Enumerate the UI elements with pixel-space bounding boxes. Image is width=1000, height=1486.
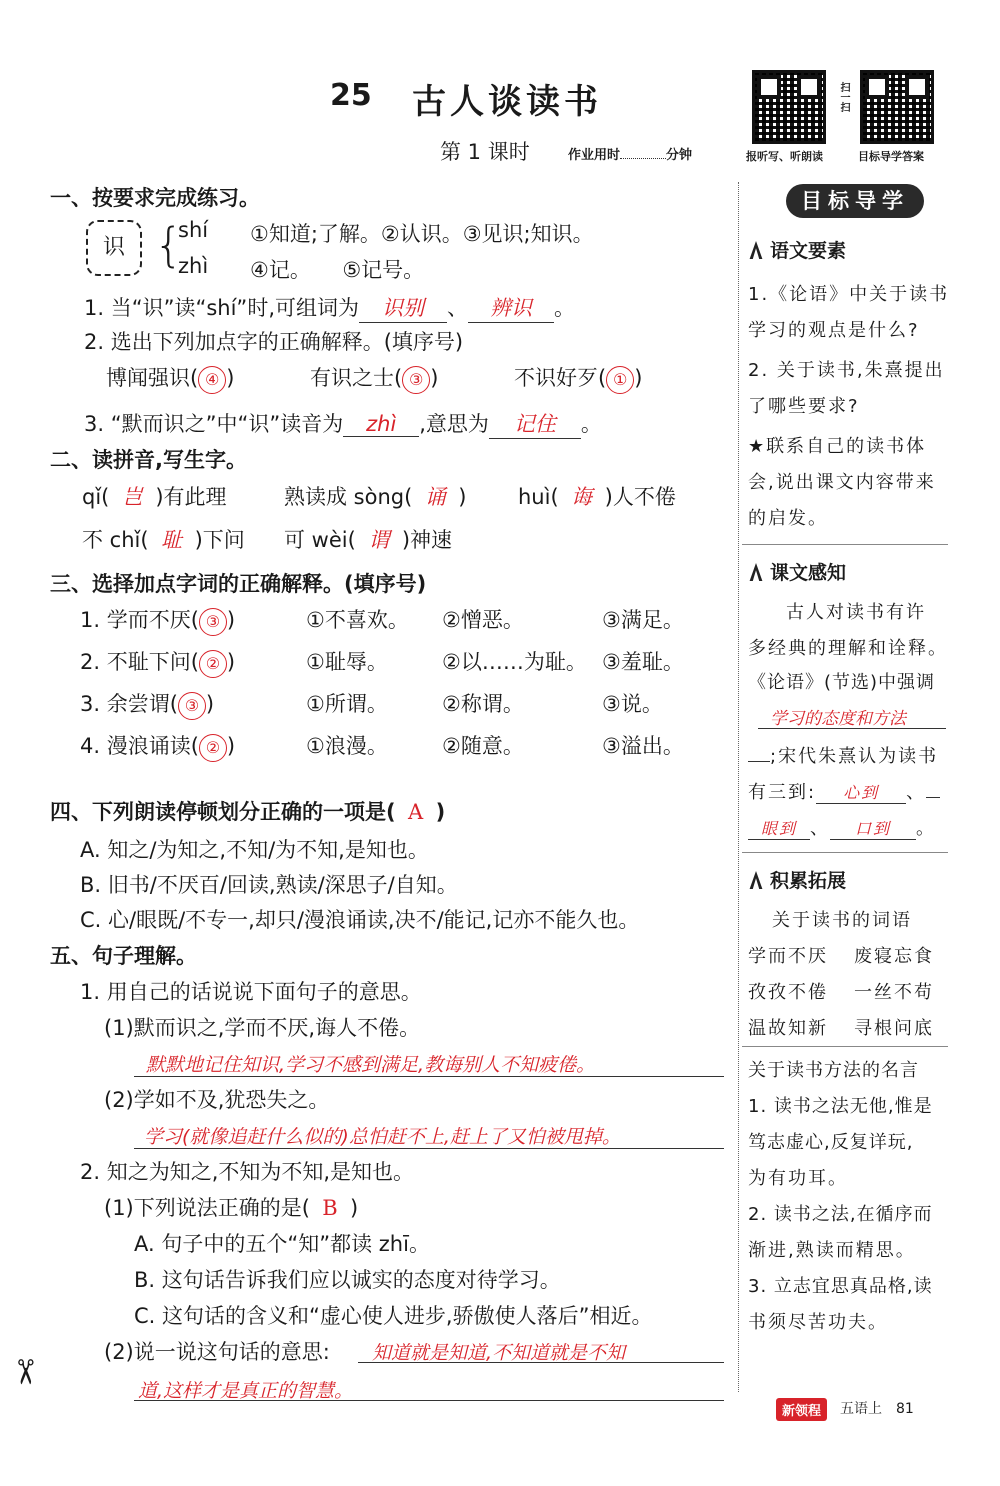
s5-q2-2-answer-2[interactable]: 道,这样才是真正的智慧。 <box>138 1380 354 1402</box>
sidebar-h1-line-7: 的启发。 <box>748 508 828 529</box>
s1-q2-answer-3[interactable]: ① <box>606 366 634 394</box>
pinyin-shi: shí <box>178 218 209 242</box>
sidebar-word-6: 寻根问底 <box>854 1018 934 1039</box>
qr-code-listen[interactable] <box>752 70 826 144</box>
s5-q2-1-answer[interactable]: B <box>322 1196 338 1220</box>
sidebar-h1-line-2: 学习的观点是什么? <box>748 320 920 341</box>
section-4-title: 四、下列朗读停顿划分正确的一项是( A ) <box>50 800 446 824</box>
sidebar-h2-line-6: 眼到 、 口到 。 <box>748 814 936 840</box>
sidebar-heading-2: 课文感知 <box>748 558 846 585</box>
s5-q2-1: (1)下列说法正确的是( B ) <box>104 1196 359 1220</box>
s3-row-2: 2. 不耻下问( ② ) <box>80 646 235 678</box>
sidebar-h1-line-3: 2. 关于读书,朱熹提出 <box>748 360 945 381</box>
sidebar-h2-answer-1[interactable]: 学习的态度和方法 <box>770 709 906 729</box>
sidebar-word-4: 一丝不苟 <box>854 982 934 1003</box>
s5-q2-option-b: B. 这句话告诉我们应以诚实的态度对待学习。 <box>134 1268 561 1292</box>
s1-q2-item-1: 博闻强识( ④ ) <box>106 362 234 394</box>
sidebar-h2-line-5: 有三到: 心到 、 <box>748 778 940 804</box>
s4-option-c: C. 心/眼既/不专一,却只/漫浪诵读,决不/能记,记亦不能久也。 <box>80 908 640 932</box>
s2-item-3: huì( 诲 )人不倦 <box>518 481 676 511</box>
s5-q1-1-answer[interactable]: 默默地记住知识,学习不感到满足,教诲别人不知疲倦。 <box>146 1054 596 1076</box>
s1-q1-answer-2[interactable]: 辨识 <box>468 292 554 323</box>
sidebar-h1-line-1: 1.《论语》中关于读书 <box>748 284 950 305</box>
s3-row-2-option-o3: ③羞耻。 <box>602 650 684 674</box>
s1-q3-answer-1[interactable]: zhì <box>343 412 419 437</box>
s3-row-1-option-o3: ③满足。 <box>602 608 684 632</box>
s1-q2-answer-2[interactable]: ③ <box>402 366 430 394</box>
qr2-caption: 目标导学答案 <box>858 150 924 163</box>
sidebar-word-2: 废寝忘食 <box>854 946 934 967</box>
s1-q2: 2. 选出下列加点字的正确解释。(填序号) <box>84 330 464 354</box>
sidebar-sep-2 <box>742 852 948 853</box>
sidebar-h1-line-4: 了哪些要求? <box>748 396 860 417</box>
section-3-title: 三、选择加点字词的正确解释。(填序号) <box>50 572 427 596</box>
s2-answer-4[interactable]: 耻 <box>161 528 183 552</box>
sidebar-quote-6: 3. 立志宜思真品格,读 <box>748 1276 933 1297</box>
page-title: 古人谈读书 <box>412 82 602 122</box>
s3-row-2-option-o2: ②以……为耻。 <box>442 650 587 674</box>
sidebar-h1-line-6: 会,说出课文内容带来 <box>748 472 936 493</box>
sidebar-quotes-title: 关于读书方法的名言 <box>748 1060 919 1081</box>
s3-row-1: 1. 学而不厌( ③ ) <box>80 604 235 636</box>
lesson-number: 25 <box>330 78 372 113</box>
reader-icon <box>748 241 764 259</box>
s3-row-4-option-o1: ①浪漫。 <box>306 734 388 758</box>
s3-row-4: 4. 漫浪诵读( ② ) <box>80 730 235 762</box>
section-2-title: 二、读拼音,写生字。 <box>50 448 247 472</box>
s5-q2-2-line-1 <box>358 1362 724 1363</box>
s2-item-4: 不 chǐ( 耻 )下问 <box>82 524 245 554</box>
sidebar-quote-3: 为有功耳。 <box>748 1168 848 1189</box>
s2-answer-3[interactable]: 诲 <box>571 485 593 509</box>
s5-q2-option-c: C. 这句话的含义和“虚心使人进步,骄傲使人落后”相近。 <box>134 1304 653 1328</box>
sidebar-h2-line-2: 多经典的理解和诠释。 <box>748 638 948 659</box>
qr-code-answers[interactable] <box>860 70 934 144</box>
s3-row-3-option-o1: ①所谓。 <box>306 692 388 716</box>
s5-q2-2-line-2 <box>134 1400 724 1401</box>
s1-q1-answer-1[interactable]: 识别 <box>359 292 447 323</box>
s3-answer-1[interactable]: ③ <box>199 608 227 636</box>
s4-option-b: B. 旧书/不厌百/回读,熟读/深思子/自知。 <box>80 873 458 897</box>
s3-row-3: 3. 余尝谓( ③ ) <box>80 688 214 720</box>
s5-q2: 2. 知之为知之,不知为不知,是知也。 <box>80 1160 415 1184</box>
sidebar-h2-line-3: 《论语》(节选)中强调 <box>748 672 936 693</box>
s3-answer-4[interactable]: ② <box>199 734 227 762</box>
qr1-caption: 报听写、听朗读 <box>746 150 823 163</box>
s1-q3-answer-2[interactable]: 记住 <box>489 408 581 439</box>
page-number: 五语上 81 <box>840 1401 914 1417</box>
s3-row-3-option-o2: ②称谓。 <box>442 692 524 716</box>
s1-q1: 1. 当“识”读“shí”时,可组词为 识别 、 辨识 。 <box>84 292 575 323</box>
s2-answer-5[interactable]: 谓 <box>368 528 390 552</box>
reader-icon <box>748 563 764 581</box>
homework-time-label: 作业用时 分钟 <box>568 148 693 163</box>
sidebar-word-3: 孜孜不倦 <box>748 982 828 1003</box>
sidebar-heading-3: 积累拓展 <box>748 866 846 893</box>
s3-answer-2[interactable]: ② <box>199 650 227 678</box>
s5-q2-2: (2)说一说这句话的意思: <box>104 1340 330 1364</box>
sidebar-word-1: 学而不厌 <box>748 946 828 967</box>
sidebar-h2-line-a <box>758 728 946 729</box>
s5-q1-2-line <box>134 1148 724 1149</box>
s3-row-4-option-o3: ③溢出。 <box>602 734 684 758</box>
s2-item-5: 可 wèi( 谓 )神速 <box>284 524 452 554</box>
reader-icon <box>748 871 764 889</box>
sidebar-sep-3 <box>742 1046 948 1047</box>
brace: { <box>154 218 184 272</box>
s2-answer-1[interactable]: 岂 <box>121 485 143 509</box>
s3-row-3-option-o3: ③说。 <box>602 692 663 716</box>
section-5-title: 五、句子理解。 <box>50 944 197 968</box>
s4-option-a: A. 知之/为知之,不知/为不知,是知也。 <box>80 838 429 862</box>
s5-q2-2-answer-1[interactable]: 知道就是知道,不知道就是不知 <box>372 1342 626 1364</box>
s3-row-1-option-o1: ①不喜欢。 <box>306 608 409 632</box>
s3-row-1-option-o2: ②憎恶。 <box>442 608 524 632</box>
definitions-1: ①知道;了解。②认识。③见识;知识。 <box>250 222 594 246</box>
sidebar-h2-line-4: ;宋代朱熹认为读书 <box>748 742 938 768</box>
pinyin-zhi: zhì <box>178 254 209 278</box>
s2-item-1: qǐ( 岂 )有此理 <box>82 481 227 511</box>
s2-item-2: 熟读成 sòng( 诵 ) <box>284 481 467 511</box>
s3-row-2-option-o1: ①耻辱。 <box>306 650 388 674</box>
s1-q3: 3. “默而识之”中“识”读音为 zhì ,意思为 记住 。 <box>84 408 602 439</box>
definitions-2: ④记。 ⑤记号。 <box>250 258 425 282</box>
sidebar-sep-1 <box>742 544 948 545</box>
qr-scan-label: 扫一扫 <box>838 82 849 112</box>
sidebar-word-5: 温故知新 <box>748 1018 828 1039</box>
sidebar-quote-7: 书须尽苦功夫。 <box>748 1312 888 1333</box>
s5-q1-2-answer[interactable]: 学习(就像追赶什么似的)总怕赶不上,赶上了又怕被甩掉。 <box>144 1126 621 1148</box>
goal-badge: 目标导学 <box>786 184 924 218</box>
s1-q2-item-3: 不识好歹( ① ) <box>514 362 642 394</box>
sidebar-heading-1: 语文要素 <box>748 236 846 263</box>
s5-q1: 1. 用自己的话说说下面句子的意思。 <box>80 980 422 1004</box>
sidebar-quote-1: 1. 读书之法无他,惟是 <box>748 1096 933 1117</box>
s3-row-4-option-o2: ②随意。 <box>442 734 524 758</box>
brand-badge: 新领程 <box>776 1398 827 1421</box>
s5-q1-2: (2)学如不及,犹恐失之。 <box>104 1088 330 1112</box>
section-1-title: 一、按要求完成练习。 <box>50 186 260 210</box>
sidebar-quote-2: 笃志虚心,反复详玩, <box>748 1132 914 1153</box>
s2-answer-2[interactable]: 诵 <box>424 485 446 509</box>
scissors-icon: ✂ <box>4 1357 45 1387</box>
s5-q1-1: (1)默而识之,学而不厌,诲人不倦。 <box>104 1016 421 1040</box>
char-box: 识 <box>86 220 142 276</box>
s5-q1-1-line <box>134 1076 724 1077</box>
s4-answer[interactable]: A <box>408 800 424 824</box>
s1-q2-answer-1[interactable]: ④ <box>198 366 226 394</box>
sidebar-h2-answer-2[interactable]: 心到 <box>816 780 906 804</box>
sidebar-h2-answer-3[interactable]: 眼到 <box>748 816 810 840</box>
sidebar-h2-line-1: 古人对读书有许 <box>786 602 926 623</box>
sidebar-h2-answer-4[interactable]: 口到 <box>830 816 916 840</box>
sidebar-divider <box>738 182 739 1392</box>
sidebar-quote-5: 渐进,熟读而精思。 <box>748 1240 916 1261</box>
s3-answer-3[interactable]: ③ <box>178 692 206 720</box>
period-label: 第 1 课时 <box>440 140 530 164</box>
sidebar-h3-sub: 关于读书的词语 <box>772 910 912 931</box>
sidebar-h1-line-5: ★联系自己的读书体 <box>748 436 927 457</box>
s5-q2-option-a: A. 句子中的五个“知”都读 zhī。 <box>134 1232 430 1256</box>
s1-q2-item-2: 有识之士( ③ ) <box>310 362 438 394</box>
sidebar-quote-4: 2. 读书之法,在循序而 <box>748 1204 933 1225</box>
